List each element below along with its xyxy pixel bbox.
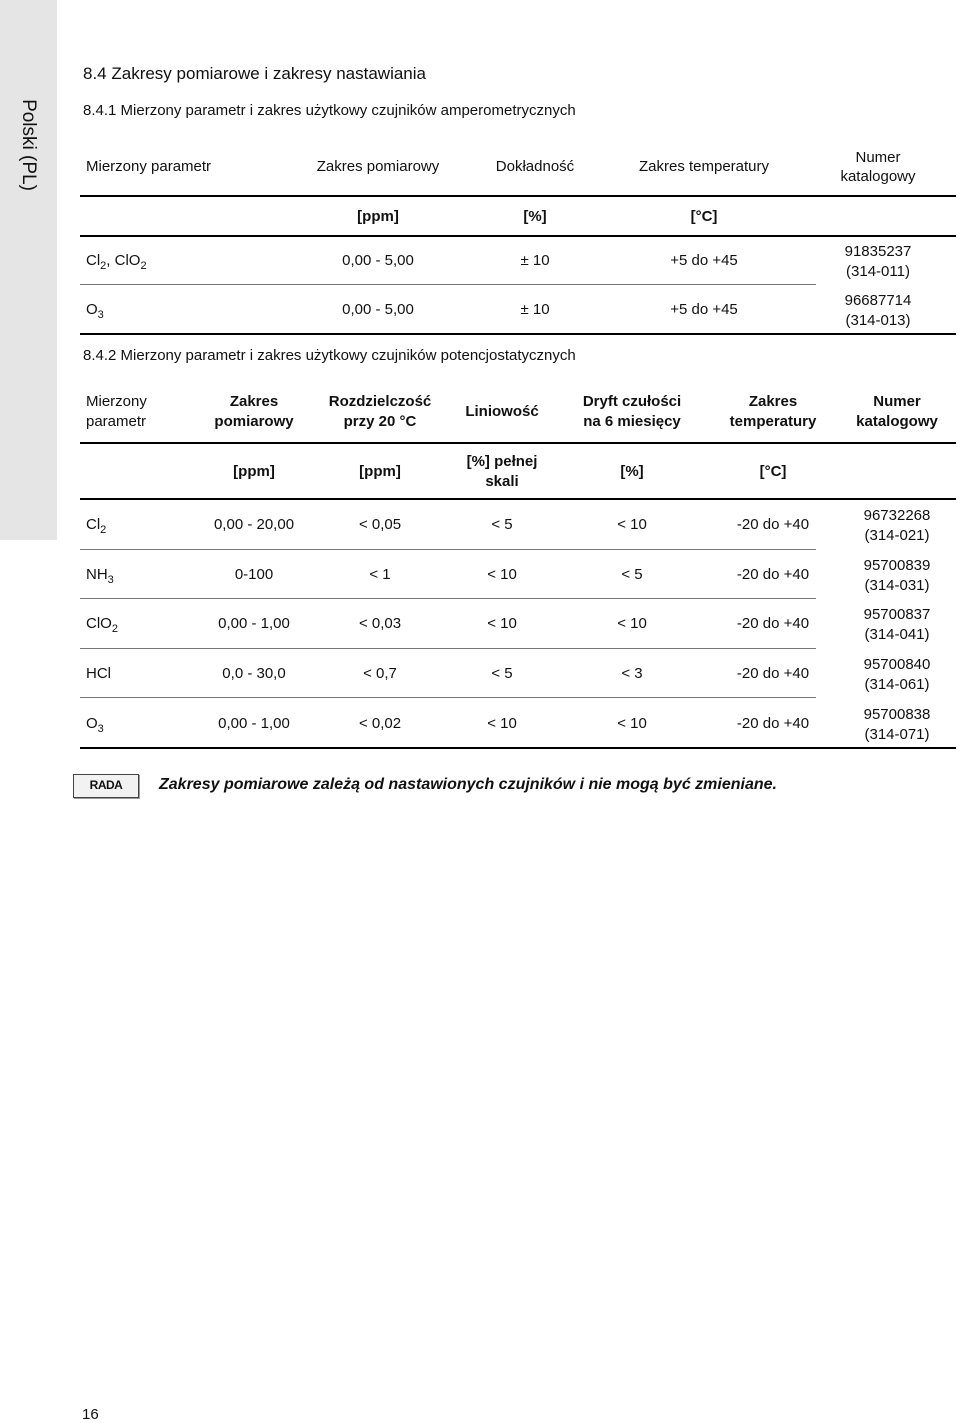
table2-row-divider	[80, 549, 816, 550]
row-resolution: < 0,7	[363, 665, 397, 682]
table2-units-rule	[80, 498, 956, 500]
table2-header-rule	[80, 442, 956, 444]
language-label: Polski (PL)	[18, 99, 39, 191]
table-row	[86, 300, 104, 319]
row-param: HCl	[86, 665, 111, 682]
row-range: 0,0 - 30,0	[222, 665, 286, 682]
table-row	[86, 664, 111, 683]
row-linearity: < 10	[487, 566, 517, 583]
row-catalog-code: (314-071)	[864, 726, 930, 743]
table2-header-temp: Zakres	[748, 393, 798, 410]
row-drift: < 5	[621, 566, 643, 583]
table1-bottom-rule	[80, 333, 956, 335]
table1-header-catalog: Numer katalogowy	[840, 149, 916, 185]
row-range: 0,00 - 5,00	[342, 252, 414, 269]
row-param-sub: 3	[97, 309, 104, 321]
row-param: Cl	[86, 516, 101, 533]
table2-unit-linearity-2: skali	[485, 473, 519, 490]
table-row	[86, 614, 118, 633]
row-resolution: < 0,02	[358, 715, 402, 732]
table1-header-accuracy: Dokładność	[495, 158, 575, 175]
table2-unit-resolution: [ppm]	[359, 463, 401, 480]
row-resolution: < 0,03	[358, 615, 402, 632]
row-param: O	[86, 715, 98, 732]
table2-header-linearity: Liniowość	[465, 403, 539, 420]
row-temp: -20 do +40	[736, 516, 810, 533]
row-accuracy: ± 10	[520, 301, 550, 318]
row-linearity: < 5	[491, 665, 513, 682]
row-linearity: < 5	[491, 516, 513, 533]
table2-row-divider	[80, 697, 816, 698]
row-temp: -20 do +40	[736, 715, 810, 732]
row-temp: +5 do +45	[670, 252, 738, 269]
table2-row-divider	[80, 648, 816, 649]
row-param: NH	[86, 566, 108, 583]
note-label: RADA	[89, 778, 123, 792]
table2-header-range-2: pomiarowy	[214, 413, 294, 430]
row-catalog: 95700837	[863, 606, 931, 623]
table2-header-param: Mierzony	[86, 393, 147, 410]
table1-unit-range: [ppm]	[357, 208, 399, 225]
table2-header-resolution: Rozdzielczość	[328, 393, 432, 410]
row-catalog-code: (314-031)	[864, 577, 930, 594]
table2-header-catalog-2: katalogowy	[856, 413, 938, 430]
row-drift: < 10	[617, 516, 647, 533]
row-catalog-code: (314-061)	[864, 676, 930, 693]
note-badge	[73, 774, 139, 798]
row-param-rest: , ClO	[106, 252, 141, 269]
table2-row-divider	[80, 598, 816, 599]
language-side-tab	[0, 0, 57, 540]
row-range: 0,00 - 20,00	[213, 516, 295, 533]
table2-header-resolution-2: przy 20 °C	[343, 413, 417, 430]
row-catalog-code: (314-011)	[846, 263, 910, 280]
row-range: 0,00 - 1,00	[218, 615, 290, 632]
row-accuracy: ± 10	[520, 252, 550, 269]
row-catalog: 96732268	[863, 507, 931, 524]
row-catalog-code: (314-041)	[864, 626, 930, 643]
row-param: Cl	[86, 252, 101, 269]
row-catalog: 96687714	[844, 292, 912, 309]
table1-title: 8.4.1 Mierzony parametr i zakres użytkowy czujników amperometrycznych	[83, 102, 576, 119]
table-row	[86, 251, 147, 270]
table2-bottom-rule	[80, 747, 956, 749]
table1-header-range: Zakres pomiarowy	[316, 158, 440, 175]
row-resolution: < 0,05	[358, 516, 402, 533]
note-text: Zakresy pomiarowe zależą od nastawionych czujników i nie mogą być zmieniane.	[159, 776, 777, 793]
row-catalog: 91835237	[844, 243, 912, 260]
row-temp: -20 do +40	[736, 665, 810, 682]
table2-title: 8.4.2 Mierzony parametr i zakres użytkowy czujników potencjostatycznych	[83, 347, 576, 364]
row-param-sub: 3	[97, 723, 104, 735]
row-resolution: < 1	[369, 566, 391, 583]
table-row	[86, 515, 106, 534]
table2-header-range: Zakres	[229, 393, 279, 410]
page-number: 16	[82, 1406, 99, 1423]
table2-header-catalog: Numer	[873, 393, 921, 410]
table2-unit-temp: [°C]	[759, 463, 787, 480]
table2-unit-linearity: [%] pełnej	[466, 453, 538, 470]
row-param: O	[86, 301, 98, 318]
table1-unit-temp: [°C]	[690, 208, 718, 225]
row-drift: < 3	[621, 665, 643, 682]
row-param-sub: 3	[107, 574, 114, 586]
row-catalog-code: (314-013)	[845, 312, 911, 329]
table2-unit-range: [ppm]	[233, 463, 275, 480]
table2-header-param-2: parametr	[86, 413, 147, 430]
table1-row-divider	[80, 284, 816, 285]
row-catalog-code: (314-021)	[864, 527, 930, 544]
table-row	[86, 565, 114, 584]
row-param-sub2: 2	[140, 260, 147, 272]
table1-header-temp: Zakres temperatury	[638, 158, 770, 175]
row-drift: < 10	[617, 615, 647, 632]
row-temp: -20 do +40	[736, 615, 810, 632]
row-linearity: < 10	[487, 715, 517, 732]
table2-header-drift-2: na 6 miesięcy	[583, 413, 681, 430]
table1-units-rule	[80, 235, 956, 237]
table2-header-drift: Dryft czułości	[582, 393, 682, 410]
row-drift: < 10	[617, 715, 647, 732]
row-param-sub: 2	[100, 260, 107, 272]
table1-unit-accuracy: [%]	[523, 208, 547, 225]
table-row	[86, 714, 104, 733]
table1-header-rule	[80, 195, 956, 197]
row-catalog: 95700839	[863, 557, 931, 574]
row-param-sub: 2	[111, 623, 118, 635]
section-title: 8.4 Zakresy pomiarowe i zakresy nastawiania	[83, 64, 426, 83]
row-param-sub: 2	[100, 524, 107, 536]
row-range: 0-100	[234, 566, 274, 583]
row-catalog: 95700840	[863, 656, 931, 673]
table2-header-temp-2: temperatury	[729, 413, 817, 430]
row-param: ClO	[86, 615, 112, 632]
row-catalog: 95700838	[863, 706, 931, 723]
row-range: 0,00 - 5,00	[342, 301, 414, 318]
table1-header-param: Mierzony parametr	[86, 158, 212, 175]
table2-unit-drift: [%]	[620, 463, 644, 480]
row-linearity: < 10	[487, 615, 517, 632]
row-temp: +5 do +45	[670, 301, 738, 318]
row-temp: -20 do +40	[736, 566, 810, 583]
row-range: 0,00 - 1,00	[218, 715, 290, 732]
